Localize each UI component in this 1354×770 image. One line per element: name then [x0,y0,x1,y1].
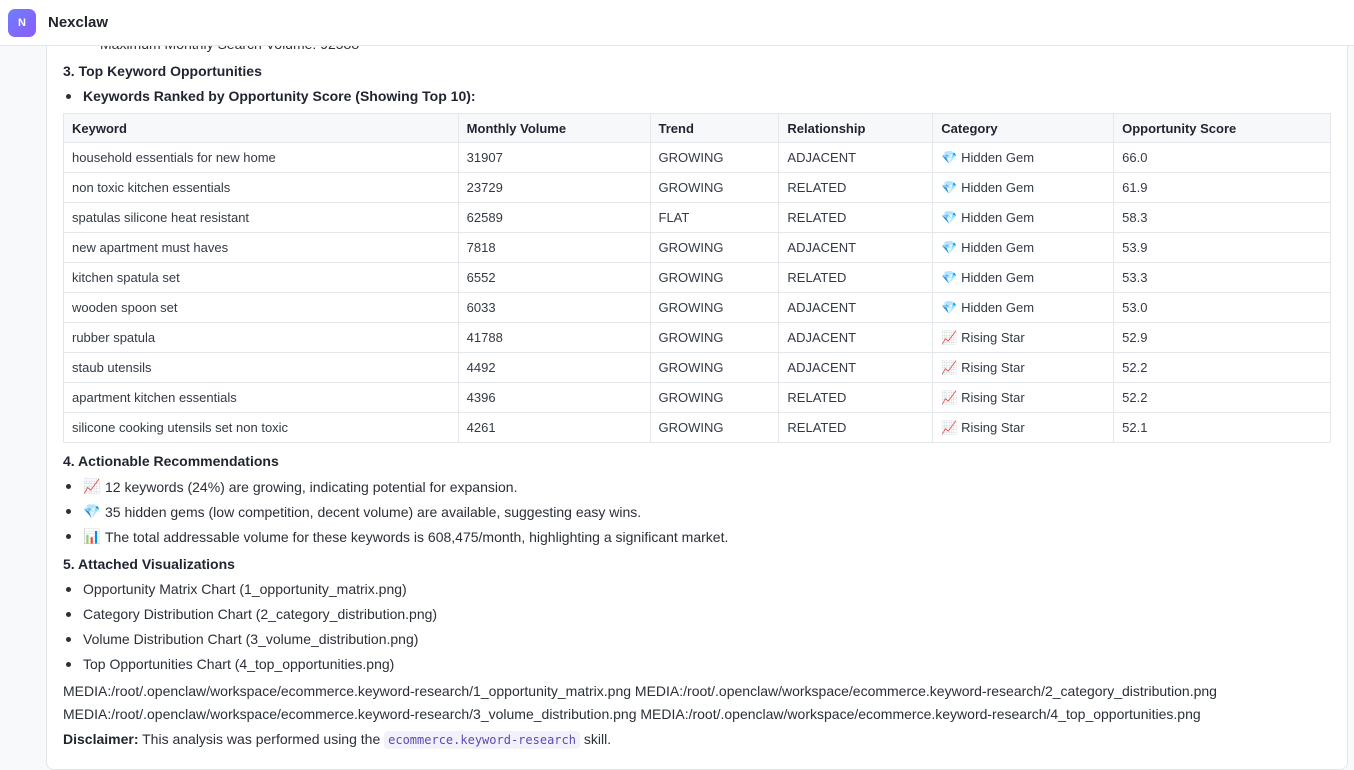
bullet-dot [66,587,71,592]
cell-monthly-volume: 4261 [458,413,650,443]
cell-category: 💎 Hidden Gem [933,143,1114,173]
bullet-dot [66,94,71,99]
cell-monthly-volume: 6552 [458,263,650,293]
cell-relationship: RELATED [779,203,933,233]
cell-category: 📈 Rising Star [933,353,1114,383]
visualization-text: Top Opportunities Chart (4_top_opportunities.png) [83,656,395,672]
visualization-item [63,581,407,597]
cell-relationship: ADJACENT [779,293,933,323]
cell-relationship: ADJACENT [779,143,933,173]
cell-category: 📈 Rising Star [933,413,1114,443]
col-opportunity-score: Opportunity Score [1114,114,1331,143]
table-row [64,143,1331,173]
cell-relationship: ADJACENT [779,233,933,263]
cell-trend: GROWING [650,173,779,203]
cell-relationship: RELATED [779,263,933,293]
cell-keyword: spatulas silicone heat resistant [64,203,459,233]
disclaimer-text: This analysis was performed using the [142,731,381,747]
skill-code: ecommerce.keyword-research [384,731,580,749]
visualization-text: Category Distribution Chart (2_category_distribution.png) [83,606,438,622]
app-title: Nexclaw [48,14,109,31]
cell-opportunity-score: 53.9 [1114,233,1331,263]
cell-category: 💎 Hidden Gem [933,203,1114,233]
visualization-item [63,631,418,647]
cell-category: 💎 Hidden Gem [933,263,1114,293]
cell-opportunity-score: 52.9 [1114,323,1331,353]
cell-trend: GROWING [650,353,779,383]
col-relationship: Relationship [779,114,933,143]
recommendation-text: 12 keywords (24%) are growing, indicating potential for expansion. [105,478,518,495]
section3-heading: 3. Top Keyword Opportunities [63,63,262,79]
cell-keyword: kitchen spatula set [64,263,459,293]
recommendation-text: The total addressable volume for these keywords is 608,475/month, highlighting a significant market. [105,528,729,545]
table-header-row [64,114,1331,143]
cell-keyword: new apartment must haves [64,233,459,263]
cell-trend: GROWING [650,413,779,443]
bullet-dot [66,662,71,667]
table-row [64,293,1331,323]
cell-monthly-volume: 23729 [458,173,650,203]
cell-monthly-volume: 41788 [458,323,650,353]
cell-opportunity-score: 66.0 [1114,143,1331,173]
keyword-table [63,113,1331,443]
table-body [64,143,1331,443]
cell-relationship: ADJACENT [779,323,933,353]
col-keyword: Keyword [64,114,459,143]
bullet-dot [66,509,71,514]
top-bar [0,0,1354,46]
col-monthly-volume: Monthly Volume [458,114,650,143]
cell-opportunity-score: 52.1 [1114,413,1331,443]
cell-keyword: apartment kitchen essentials [64,383,459,413]
cell-category: 💎 Hidden Gem [933,233,1114,263]
cell-monthly-volume: 31907 [458,143,650,173]
table-row [64,233,1331,263]
cell-trend: GROWING [650,233,779,263]
cell-trend: GROWING [650,263,779,293]
section4-heading: 4. Actionable Recommendations [63,453,279,469]
cell-trend: GROWING [650,293,779,323]
cell-opportunity-score: 52.2 [1114,353,1331,383]
cell-keyword: household essentials for new home [64,143,459,173]
table-row [64,353,1331,383]
visualization-item [63,656,394,672]
table-row [64,173,1331,203]
visualization-item [63,606,437,622]
table-row [64,383,1331,413]
cell-monthly-volume: 4492 [458,353,650,383]
table-row [64,203,1331,233]
disclaimer-label: Disclaimer: [63,731,139,747]
cell-trend: FLAT [650,203,779,233]
section5-heading: 5. Attached Visualizations [63,556,235,572]
cell-trend: GROWING [650,143,779,173]
bullet-dot [66,612,71,617]
visualization-text: Opportunity Matrix Chart (1_opportunity_matrix.png) [83,581,407,597]
recommendation-text: 35 hidden gems (low competition, decent volume) are available, suggesting easy wins. [105,503,642,520]
cell-trend: GROWING [650,323,779,353]
cell-monthly-volume: 7818 [458,233,650,263]
table-row [64,323,1331,353]
cell-keyword: silicone cooking utensils set non toxic [64,413,459,443]
section3-bullet [63,88,476,104]
cell-keyword: non toxic kitchen essentials [64,173,459,203]
media-line-2: MEDIA:/root/.openclaw/workspace/ecommerce.keyword-research/3_volume_distribution.png MEDIA:/root/.openclaw/workspace/ecommerce.keyword-research/4_top_opportunities.png [63,706,1201,722]
cell-keyword: rubber spatula [64,323,459,353]
chart-increasing-icon: 📈 [83,478,101,494]
cell-relationship: RELATED [779,413,933,443]
cell-monthly-volume: 6033 [458,293,650,323]
cell-monthly-volume: 62589 [458,203,650,233]
media-line-1: MEDIA:/root/.openclaw/workspace/ecommerce.keyword-research/1_opportunity_matrix.png MEDIA:/root/.openclaw/workspace/ecommerce.keyword-research/2_category_distribution.png [63,683,1217,699]
cell-relationship: ADJACENT [779,353,933,383]
col-trend: Trend [650,114,779,143]
disclaimer [63,731,611,747]
bar-chart-icon: 📊 [83,528,101,544]
recommendation-item [63,503,641,520]
cell-trend: GROWING [650,383,779,413]
section3-bullet-text: Keywords Ranked by Opportunity Score (Showing Top 10): [83,88,476,104]
table-row [64,263,1331,293]
gem-icon: 💎 [83,503,101,519]
app-logo[interactable]: N [8,9,36,37]
cell-category: 💎 Hidden Gem [933,293,1114,323]
bullet-dot [66,484,71,489]
cell-opportunity-score: 53.3 [1114,263,1331,293]
cell-keyword: wooden spoon set [64,293,459,323]
bullet-dot [66,534,71,539]
cell-opportunity-score: 58.3 [1114,203,1331,233]
cell-keyword: staub utensils [64,353,459,383]
cell-category: 📈 Rising Star [933,323,1114,353]
recommendation-item [63,478,517,495]
cell-relationship: RELATED [779,383,933,413]
visualization-text: Volume Distribution Chart (3_volume_distribution.png) [83,631,419,647]
table-row [64,413,1331,443]
cell-relationship: RELATED [779,173,933,203]
cell-category: 📈 Rising Star [933,383,1114,413]
col-category: Category [933,114,1114,143]
disclaimer-suffix: skill. [583,731,612,747]
recommendation-item [63,528,728,545]
cell-opportunity-score: 61.9 [1114,173,1331,203]
bullet-dot [66,637,71,642]
message-card [46,30,1348,770]
cell-monthly-volume: 4396 [458,383,650,413]
cell-opportunity-score: 52.2 [1114,383,1331,413]
cell-category: 💎 Hidden Gem [933,173,1114,203]
cell-opportunity-score: 53.0 [1114,293,1331,323]
